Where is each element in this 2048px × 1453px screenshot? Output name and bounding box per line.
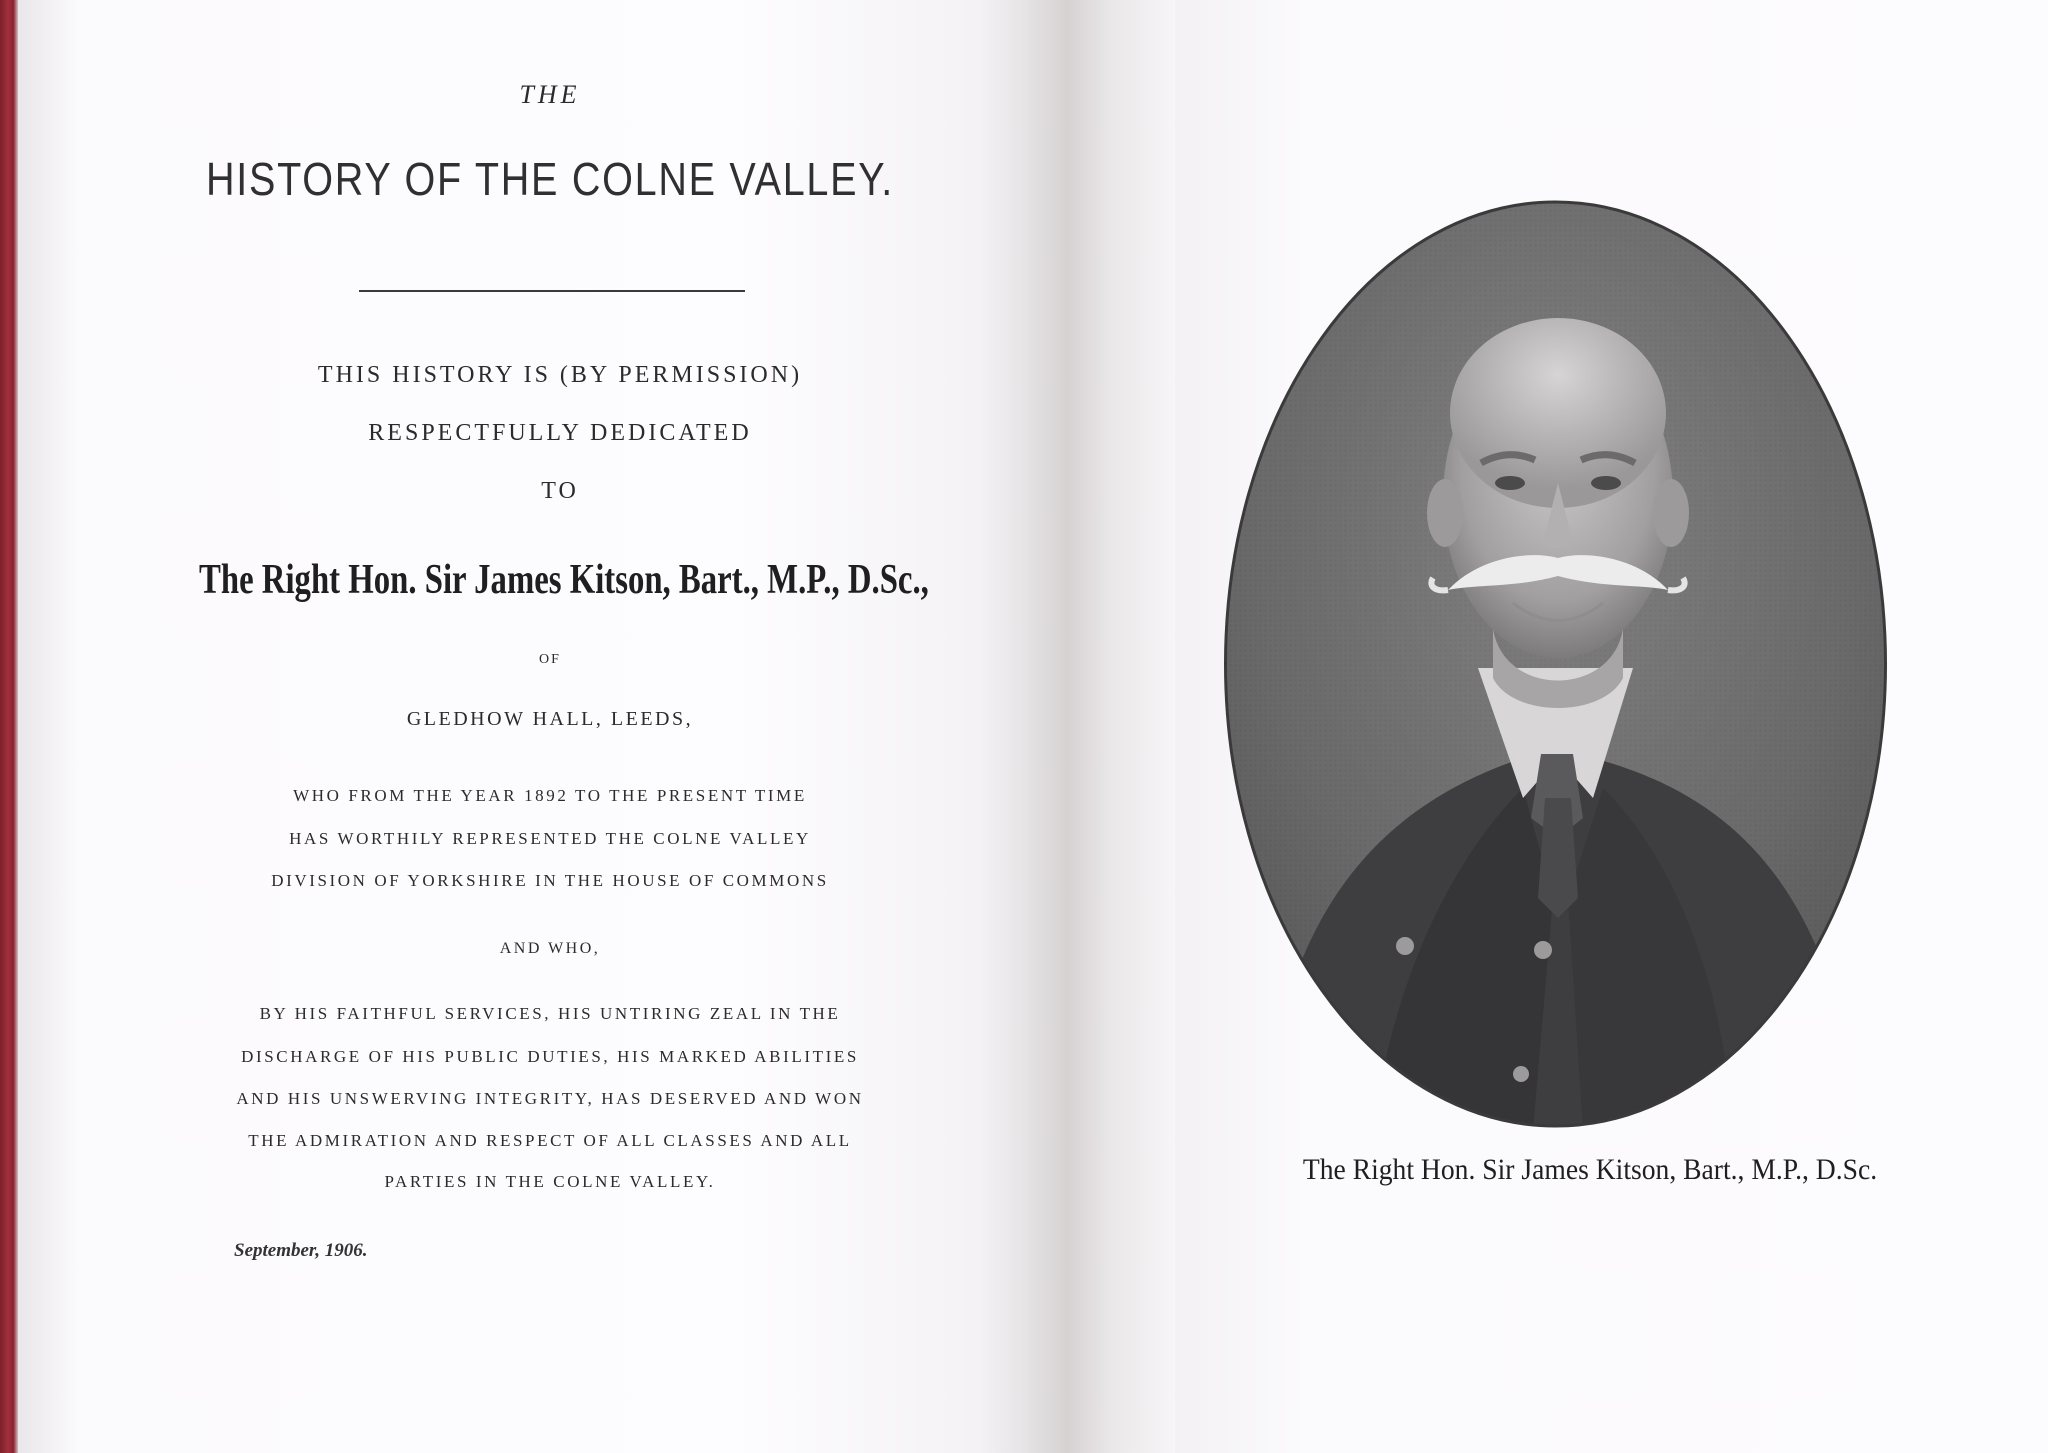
tribute-line: DISCHARGE OF HIS PUBLIC DUTIES, HIS MARKED ABILITIES bbox=[241, 1047, 859, 1066]
representation-line: DIVISION OF YORKSHIRE IN THE HOUSE OF COMMONS bbox=[271, 871, 829, 890]
portrait-photo bbox=[1223, 198, 1888, 1130]
title-article: THE bbox=[519, 80, 581, 109]
book-title: HISTORY OF THE COLNE VALLEY. bbox=[206, 153, 894, 205]
title-rule bbox=[359, 290, 745, 292]
dedication-line: TO bbox=[541, 478, 579, 504]
dedicatee-name: The Right Hon. Sir James Kitson, Bart., M.P., D.Sc., bbox=[199, 557, 929, 603]
tribute-line: BY HIS FAITHFUL SERVICES, HIS UNTIRING ZEAL IN THE bbox=[259, 1004, 841, 1023]
representation-line: WHO FROM THE YEAR 1892 TO THE PRESENT TIME bbox=[293, 786, 807, 805]
tribute-line: AND HIS UNSWERVING INTEGRITY, HAS DESERVED AND WON bbox=[236, 1089, 864, 1108]
representation-line: HAS WORTHILY REPRESENTED THE COLNE VALLEY bbox=[289, 829, 811, 848]
tribute-line: THE ADMIRATION AND RESPECT OF ALL CLASSES AND ALL bbox=[248, 1131, 852, 1150]
dedication-line: THIS HISTORY IS (BY PERMISSION) bbox=[317, 362, 803, 388]
tribute-line: PARTIES IN THE COLNE VALLEY. bbox=[384, 1172, 716, 1191]
and-who-line: AND WHO, bbox=[499, 940, 601, 957]
residence-line: GLEDHOW HALL, LEEDS, bbox=[406, 708, 694, 730]
book-binding bbox=[0, 0, 18, 1453]
portrait-caption: The Right Hon. Sir James Kitson, Bart., M.P., D.Sc. bbox=[1302, 1153, 1878, 1186]
page-gutter bbox=[1030, 0, 1180, 1453]
dedication-line: RESPECTFULLY DEDICATED bbox=[368, 420, 752, 446]
of-line: OF bbox=[539, 652, 561, 667]
date-line: September, 1906. bbox=[234, 1240, 368, 1261]
